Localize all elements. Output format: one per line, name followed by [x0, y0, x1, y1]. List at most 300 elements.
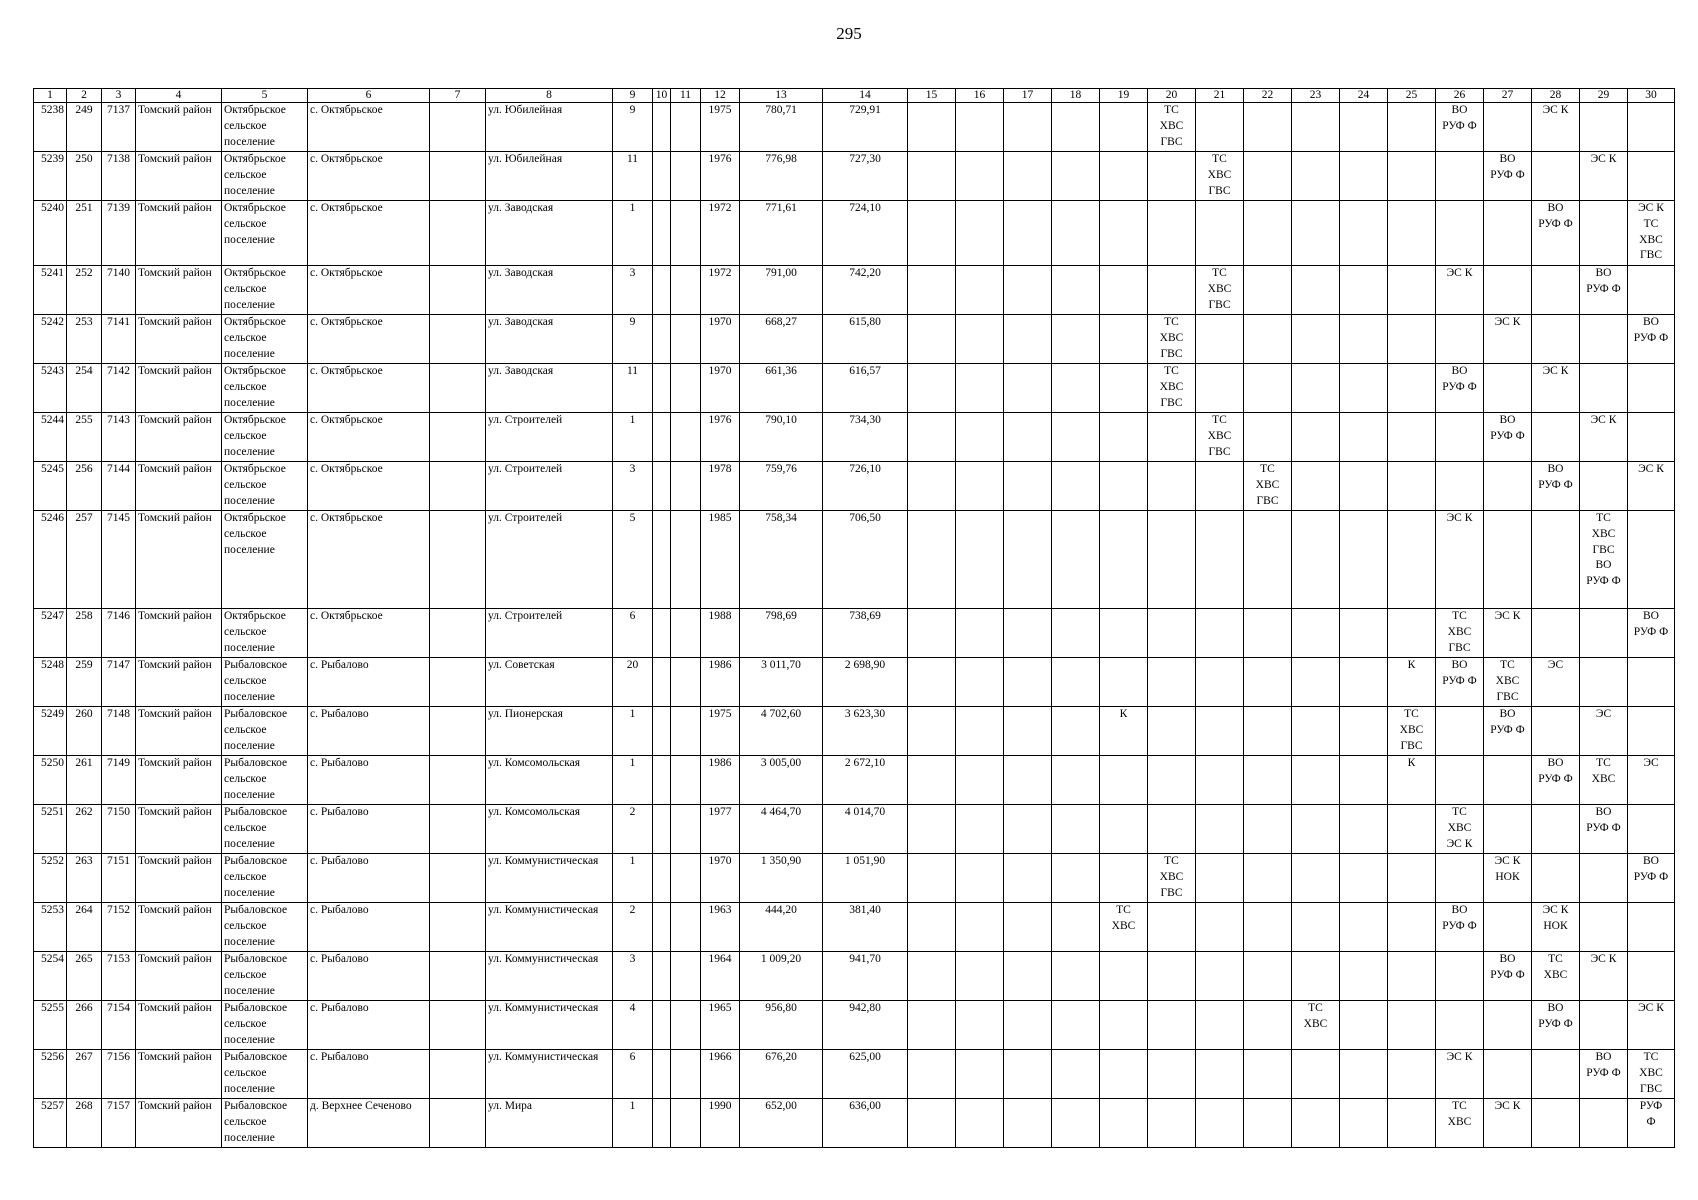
work-type-cell	[1004, 1001, 1052, 1050]
work-type-cell	[1580, 201, 1628, 266]
work-type-cell: ВО РУФ Ф	[1580, 1050, 1628, 1099]
work-type-cell	[1340, 1001, 1388, 1050]
work-type-cell	[1148, 462, 1196, 511]
street-cell: ул. Строителей	[486, 413, 613, 462]
work-type-cell	[908, 1099, 956, 1148]
empty-cell	[430, 1001, 486, 1050]
settlement-cell: Рыбаловское сельское поселение	[222, 1050, 308, 1099]
local-number-cell: 258	[67, 609, 102, 658]
work-type-cell	[1052, 1099, 1100, 1148]
row-number-cell: 5254	[34, 952, 67, 1001]
work-type-cell	[1244, 413, 1292, 462]
work-type-cell: ТС ХВС	[1292, 1001, 1340, 1050]
work-type-cell	[1100, 1001, 1148, 1050]
district-cell: Томский район	[136, 1050, 222, 1099]
total-area-cell: 4 702,60	[740, 707, 823, 756]
locality-cell: с. Рыбалово	[308, 952, 430, 1001]
repair-schedule-table	[33, 88, 1675, 1148]
year-cell: 1963	[701, 903, 740, 952]
work-type-cell	[956, 903, 1004, 952]
work-type-cell	[1100, 201, 1148, 266]
row-number-cell: 5251	[34, 805, 67, 854]
work-type-cell	[956, 1050, 1004, 1099]
work-type-cell	[1004, 854, 1052, 903]
work-type-cell	[1292, 805, 1340, 854]
street-cell: ул. Коммунистическая	[486, 952, 613, 1001]
work-type-cell	[908, 609, 956, 658]
street-cell: ул. Строителей	[486, 511, 613, 609]
work-type-cell: ТС ХВС ГВС	[1388, 707, 1436, 756]
work-type-cell	[1004, 609, 1052, 658]
street-cell: ул. Пионерская	[486, 707, 613, 756]
work-type-cell	[1628, 707, 1675, 756]
year-cell: 1986	[701, 756, 740, 805]
locality-cell: с. Октябрьское	[308, 462, 430, 511]
empty-cell	[653, 266, 671, 315]
work-type-cell	[908, 364, 956, 413]
settlement-cell: Рыбаловское сельское поселение	[222, 854, 308, 903]
empty-cell	[653, 1001, 671, 1050]
work-type-cell	[1628, 903, 1675, 952]
living-area-cell: 616,57	[823, 364, 908, 413]
work-type-cell: ТС ХВС ГВС ВО РУФ Ф	[1580, 511, 1628, 609]
total-area-cell: 1 009,20	[740, 952, 823, 1001]
empty-cell	[653, 658, 671, 707]
work-type-cell	[1532, 152, 1580, 201]
column-number-cell: 19	[1100, 89, 1148, 103]
work-type-cell	[1340, 707, 1388, 756]
work-type-cell	[1052, 103, 1100, 152]
work-type-cell	[1388, 103, 1436, 152]
work-type-cell: ВО РУФ Ф	[1628, 609, 1675, 658]
street-cell: ул. Коммунистическая	[486, 854, 613, 903]
total-area-cell: 790,10	[740, 413, 823, 462]
column-number-cell: 20	[1148, 89, 1196, 103]
work-type-cell	[1196, 1099, 1244, 1148]
work-type-cell	[1388, 413, 1436, 462]
house-number-cell: 3	[613, 952, 653, 1001]
work-type-cell	[1532, 266, 1580, 315]
table-row	[34, 413, 1675, 462]
work-type-cell: ЭС К	[1484, 1099, 1532, 1148]
registry-number-cell: 7146	[102, 609, 136, 658]
work-type-cell: ЭС К	[1484, 609, 1532, 658]
work-type-cell	[1580, 103, 1628, 152]
row-number-cell: 5238	[34, 103, 67, 152]
column-number-cell: 22	[1244, 89, 1292, 103]
living-area-cell: 3 623,30	[823, 707, 908, 756]
table-row	[34, 315, 1675, 364]
work-type-cell	[1004, 511, 1052, 609]
house-number-cell: 5	[613, 511, 653, 609]
work-type-cell	[1004, 462, 1052, 511]
work-type-cell: ТС ХВС ГВС	[1148, 364, 1196, 413]
year-cell: 1966	[701, 1050, 740, 1099]
empty-cell	[653, 805, 671, 854]
empty-cell	[653, 854, 671, 903]
work-type-cell: ВО РУФ Ф	[1580, 266, 1628, 315]
work-type-cell	[1292, 462, 1340, 511]
work-type-cell	[1580, 315, 1628, 364]
work-type-cell: ТС ХВС	[1532, 952, 1580, 1001]
work-type-cell: ТС ХВС ГВС	[1196, 413, 1244, 462]
column-number-cell: 3	[102, 89, 136, 103]
work-type-cell	[1628, 952, 1675, 1001]
street-cell: ул. Комсомольская	[486, 756, 613, 805]
work-type-cell	[1052, 903, 1100, 952]
work-type-cell	[1340, 952, 1388, 1001]
empty-cell	[671, 201, 701, 266]
column-number-cell: 25	[1388, 89, 1436, 103]
work-type-cell	[1004, 805, 1052, 854]
work-type-cell: ТС ХВС	[1580, 756, 1628, 805]
locality-cell: с. Рыбалово	[308, 1050, 430, 1099]
locality-cell: с. Рыбалово	[308, 854, 430, 903]
settlement-cell: Рыбаловское сельское поселение	[222, 903, 308, 952]
street-cell: ул. Заводская	[486, 201, 613, 266]
work-type-cell	[956, 364, 1004, 413]
work-type-cell	[1052, 756, 1100, 805]
work-type-cell	[1340, 658, 1388, 707]
empty-cell	[653, 756, 671, 805]
year-cell: 1964	[701, 952, 740, 1001]
local-number-cell: 256	[67, 462, 102, 511]
work-type-cell: ТС ХВС ГВС	[1484, 658, 1532, 707]
work-type-cell: ВО РУФ Ф	[1532, 1001, 1580, 1050]
work-type-cell	[1340, 266, 1388, 315]
row-number-cell: 5255	[34, 1001, 67, 1050]
empty-cell	[430, 364, 486, 413]
work-type-cell	[908, 511, 956, 609]
empty-cell	[430, 658, 486, 707]
work-type-cell	[1484, 1050, 1532, 1099]
work-type-cell	[1196, 1001, 1244, 1050]
work-type-cell	[1004, 103, 1052, 152]
living-area-cell: 636,00	[823, 1099, 908, 1148]
empty-cell	[671, 1099, 701, 1148]
work-type-cell: ТС ХВС ГВС	[1436, 609, 1484, 658]
work-type-cell	[1004, 1099, 1052, 1148]
local-number-cell: 257	[67, 511, 102, 609]
settlement-cell: Октябрьское сельское поселение	[222, 462, 308, 511]
local-number-cell: 260	[67, 707, 102, 756]
year-cell: 1970	[701, 854, 740, 903]
empty-cell	[430, 903, 486, 952]
work-type-cell	[1052, 658, 1100, 707]
work-type-cell	[1196, 854, 1244, 903]
work-type-cell	[1052, 413, 1100, 462]
work-type-cell	[1340, 364, 1388, 413]
work-type-cell	[1532, 1099, 1580, 1148]
work-type-cell	[956, 756, 1004, 805]
work-type-cell	[1340, 756, 1388, 805]
locality-cell: с. Октябрьское	[308, 152, 430, 201]
work-type-cell	[1436, 462, 1484, 511]
district-cell: Томский район	[136, 266, 222, 315]
empty-cell	[671, 413, 701, 462]
row-number-cell: 5256	[34, 1050, 67, 1099]
work-type-cell	[1340, 1050, 1388, 1099]
year-cell: 1970	[701, 315, 740, 364]
settlement-cell: Октябрьское сельское поселение	[222, 609, 308, 658]
work-type-cell	[956, 103, 1004, 152]
settlement-cell: Октябрьское сельское поселение	[222, 413, 308, 462]
work-type-cell	[1580, 658, 1628, 707]
local-number-cell: 255	[67, 413, 102, 462]
registry-number-cell: 7137	[102, 103, 136, 152]
work-type-cell	[1484, 805, 1532, 854]
work-type-cell: ВО РУФ Ф	[1532, 201, 1580, 266]
living-area-cell: 726,10	[823, 462, 908, 511]
house-number-cell: 9	[613, 103, 653, 152]
work-type-cell	[1532, 805, 1580, 854]
work-type-cell	[1388, 315, 1436, 364]
empty-cell	[671, 511, 701, 609]
work-type-cell	[1148, 658, 1196, 707]
work-type-cell	[1244, 103, 1292, 152]
registry-number-cell: 7143	[102, 413, 136, 462]
work-type-cell	[1244, 1050, 1292, 1099]
work-type-cell	[1052, 315, 1100, 364]
empty-cell	[653, 903, 671, 952]
locality-cell: с. Рыбалово	[308, 805, 430, 854]
work-type-cell	[1100, 658, 1148, 707]
registry-number-cell: 7138	[102, 152, 136, 201]
year-cell: 1965	[701, 1001, 740, 1050]
work-type-cell	[1196, 511, 1244, 609]
total-area-cell: 798,69	[740, 609, 823, 658]
table-row	[34, 266, 1675, 315]
column-number-cell: 10	[653, 89, 671, 103]
year-cell: 1972	[701, 201, 740, 266]
house-number-cell: 1	[613, 707, 653, 756]
registry-number-cell: 7148	[102, 707, 136, 756]
year-cell: 1972	[701, 266, 740, 315]
work-type-cell	[1292, 103, 1340, 152]
work-type-cell: ЭС К	[1436, 1050, 1484, 1099]
column-number-cell: 26	[1436, 89, 1484, 103]
work-type-cell	[956, 201, 1004, 266]
table-row	[34, 201, 1675, 266]
district-cell: Томский район	[136, 1099, 222, 1148]
work-type-cell: К	[1100, 707, 1148, 756]
work-type-cell	[1388, 1050, 1436, 1099]
local-number-cell: 252	[67, 266, 102, 315]
work-type-cell	[956, 266, 1004, 315]
work-type-cell	[1388, 152, 1436, 201]
settlement-cell: Рыбаловское сельское поселение	[222, 805, 308, 854]
work-type-cell	[1100, 266, 1148, 315]
column-number-cell: 5	[222, 89, 308, 103]
work-type-cell	[1340, 609, 1388, 658]
work-type-cell	[1628, 152, 1675, 201]
empty-cell	[653, 462, 671, 511]
work-type-cell	[1196, 707, 1244, 756]
empty-cell	[671, 152, 701, 201]
living-area-cell: 1 051,90	[823, 854, 908, 903]
work-type-cell	[1100, 952, 1148, 1001]
living-area-cell: 738,69	[823, 609, 908, 658]
work-type-cell	[1292, 1099, 1340, 1148]
empty-cell	[653, 315, 671, 364]
work-type-cell: ВО РУФ Ф	[1628, 315, 1675, 364]
work-type-cell	[1388, 952, 1436, 1001]
living-area-cell: 625,00	[823, 1050, 908, 1099]
work-type-cell	[1484, 462, 1532, 511]
work-type-cell	[908, 201, 956, 266]
work-type-cell	[956, 658, 1004, 707]
work-type-cell	[1292, 707, 1340, 756]
work-type-cell	[956, 511, 1004, 609]
work-type-cell	[1196, 805, 1244, 854]
empty-cell	[671, 103, 701, 152]
street-cell: ул. Мира	[486, 1099, 613, 1148]
row-number-cell: 5252	[34, 854, 67, 903]
row-number-cell: 5239	[34, 152, 67, 201]
work-type-cell	[1004, 658, 1052, 707]
work-type-cell	[1100, 462, 1148, 511]
work-type-cell	[956, 413, 1004, 462]
work-type-cell	[908, 854, 956, 903]
registry-number-cell: 7140	[102, 266, 136, 315]
row-number-cell: 5246	[34, 511, 67, 609]
column-number-cell: 9	[613, 89, 653, 103]
work-type-cell	[1148, 805, 1196, 854]
local-number-cell: 262	[67, 805, 102, 854]
row-number-cell: 5257	[34, 1099, 67, 1148]
work-type-cell	[1244, 364, 1292, 413]
living-area-cell: 742,20	[823, 266, 908, 315]
work-type-cell	[1388, 462, 1436, 511]
work-type-cell	[1580, 462, 1628, 511]
house-number-cell: 11	[613, 364, 653, 413]
row-number-cell: 5244	[34, 413, 67, 462]
empty-cell	[430, 805, 486, 854]
empty-cell	[430, 103, 486, 152]
year-cell: 1978	[701, 462, 740, 511]
table-row	[34, 1050, 1675, 1099]
work-type-cell	[1004, 707, 1052, 756]
work-type-cell	[956, 609, 1004, 658]
living-area-cell: 706,50	[823, 511, 908, 609]
work-type-cell	[1052, 805, 1100, 854]
work-type-cell	[908, 903, 956, 952]
local-number-cell: 261	[67, 756, 102, 805]
work-type-cell	[1052, 1050, 1100, 1099]
empty-cell	[430, 413, 486, 462]
district-cell: Томский район	[136, 805, 222, 854]
work-type-cell	[1100, 364, 1148, 413]
work-type-cell	[1484, 511, 1532, 609]
work-type-cell: ЭС	[1532, 658, 1580, 707]
street-cell: ул. Юбилейная	[486, 103, 613, 152]
work-type-cell: ВО РУФ Ф	[1532, 462, 1580, 511]
work-type-cell: К	[1388, 756, 1436, 805]
year-cell: 1976	[701, 152, 740, 201]
work-type-cell	[1340, 854, 1388, 903]
locality-cell: с. Рыбалово	[308, 1001, 430, 1050]
year-cell: 1988	[701, 609, 740, 658]
work-type-cell	[1100, 1050, 1148, 1099]
work-type-cell	[1148, 152, 1196, 201]
year-cell: 1985	[701, 511, 740, 609]
empty-cell	[430, 707, 486, 756]
work-type-cell	[1052, 854, 1100, 903]
empty-cell	[430, 952, 486, 1001]
work-type-cell	[1052, 364, 1100, 413]
row-number-cell: 5248	[34, 658, 67, 707]
local-number-cell: 263	[67, 854, 102, 903]
empty-cell	[671, 756, 701, 805]
empty-cell	[653, 707, 671, 756]
registry-number-cell: 7149	[102, 756, 136, 805]
row-number-cell: 5250	[34, 756, 67, 805]
empty-cell	[653, 1099, 671, 1148]
work-type-cell	[1580, 903, 1628, 952]
work-type-cell: ВО РУФ Ф	[1484, 413, 1532, 462]
work-type-cell	[1292, 756, 1340, 805]
work-type-cell	[956, 952, 1004, 1001]
total-area-cell: 4 464,70	[740, 805, 823, 854]
work-type-cell	[1052, 201, 1100, 266]
registry-number-cell: 7152	[102, 903, 136, 952]
column-number-cell: 24	[1340, 89, 1388, 103]
registry-number-cell: 7153	[102, 952, 136, 1001]
work-type-cell	[1196, 315, 1244, 364]
work-type-cell	[1244, 707, 1292, 756]
work-type-cell	[1196, 462, 1244, 511]
column-number-cell: 21	[1196, 89, 1244, 103]
work-type-cell	[1532, 707, 1580, 756]
empty-cell	[653, 201, 671, 266]
street-cell: ул. Коммунистическая	[486, 1050, 613, 1099]
table-row	[34, 462, 1675, 511]
work-type-cell: ЭС К НОК	[1484, 854, 1532, 903]
empty-cell	[671, 364, 701, 413]
total-area-cell: 661,36	[740, 364, 823, 413]
work-type-cell	[1388, 1001, 1436, 1050]
district-cell: Томский район	[136, 201, 222, 266]
local-number-cell: 249	[67, 103, 102, 152]
work-type-cell	[1100, 511, 1148, 609]
total-area-cell: 444,20	[740, 903, 823, 952]
work-type-cell	[1580, 1099, 1628, 1148]
work-type-cell	[1436, 201, 1484, 266]
work-type-cell	[1244, 609, 1292, 658]
work-type-cell	[1340, 903, 1388, 952]
column-number-cell: 6	[308, 89, 430, 103]
work-type-cell	[1340, 103, 1388, 152]
table-row	[34, 364, 1675, 413]
empty-cell	[653, 1050, 671, 1099]
work-type-cell: ВО РУФ Ф	[1484, 707, 1532, 756]
district-cell: Томский район	[136, 511, 222, 609]
local-number-cell: 250	[67, 152, 102, 201]
district-cell: Томский район	[136, 756, 222, 805]
work-type-cell: ЭС К ТС ХВС ГВС	[1628, 201, 1675, 266]
work-type-cell	[1484, 1001, 1532, 1050]
local-number-cell: 266	[67, 1001, 102, 1050]
house-number-cell: 2	[613, 903, 653, 952]
work-type-cell	[1292, 658, 1340, 707]
empty-cell	[653, 511, 671, 609]
empty-cell	[653, 609, 671, 658]
street-cell: ул. Комсомольская	[486, 805, 613, 854]
work-type-cell	[1100, 315, 1148, 364]
work-type-cell	[1340, 805, 1388, 854]
district-cell: Томский район	[136, 364, 222, 413]
work-type-cell	[1244, 266, 1292, 315]
